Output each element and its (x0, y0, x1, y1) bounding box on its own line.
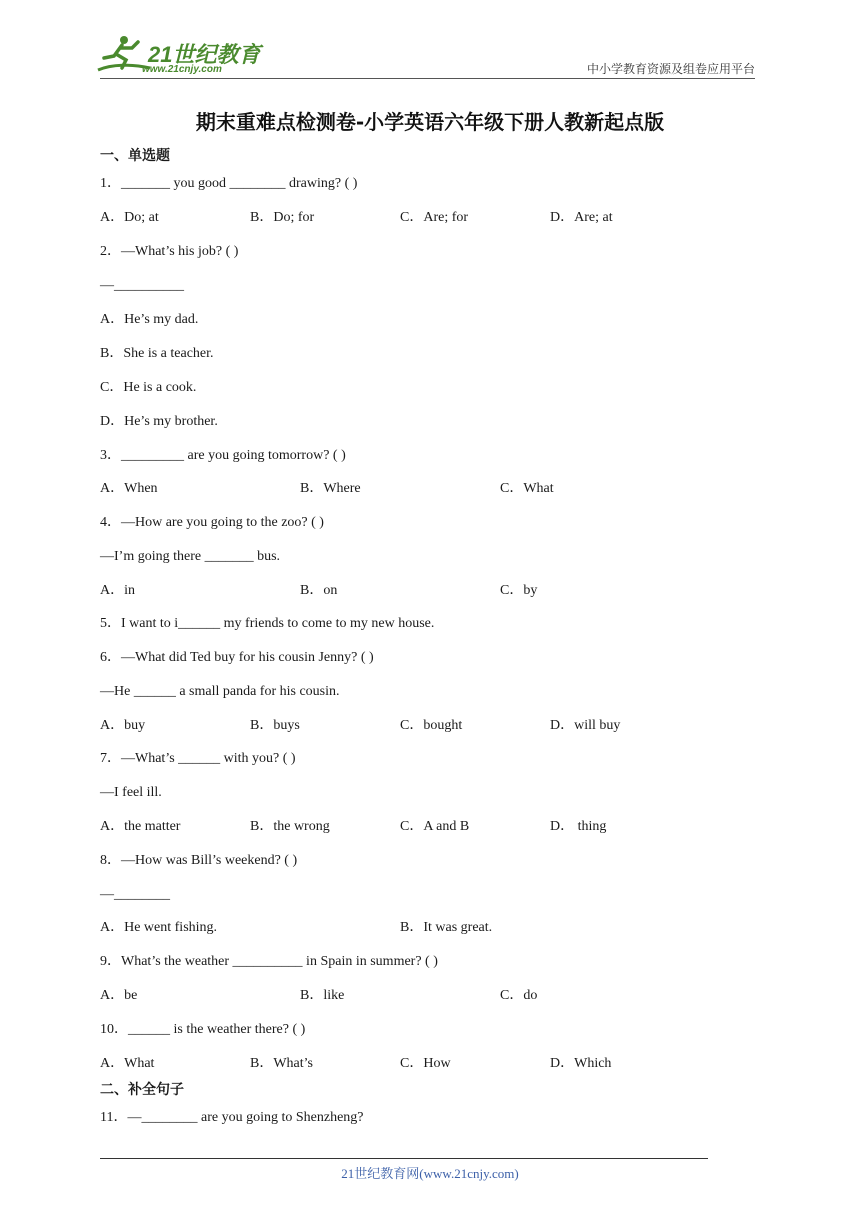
q7-line-2: —I feel ill. (100, 785, 162, 800)
page-footer: 21世纪教育网(www.21cnjy.com) (341, 1166, 519, 1181)
q6-line-2: —He ______ a small panda for his cousin. (100, 684, 340, 699)
site-logo (92, 34, 262, 78)
q8-option-b: B．It was great. (400, 920, 493, 935)
q1-option-b: B．Do; for (250, 210, 315, 225)
question-4: 4．—How are you going to the zoo? ( ) (100, 515, 324, 530)
q3-option-b: B．Where (300, 481, 361, 496)
q2-option-d: D．He’s my brother. (100, 414, 218, 429)
q8-blank: —________ (100, 887, 170, 902)
q7-option-b: B．the wrong (250, 819, 330, 834)
q10-option-a: A．What (100, 1056, 155, 1071)
q8-option-a: A．He went fishing. (100, 920, 218, 935)
q7-option-d: D． thing (550, 819, 607, 834)
q3-option-a: A．When (100, 481, 158, 496)
question-5: 5．I want to i______ my friends to come to my new house. (100, 616, 435, 631)
q9-option-c: C．do (500, 988, 538, 1003)
q6-option-c: C．bought (400, 718, 463, 733)
section-heading-2: 二、补全句子 (100, 1082, 184, 1098)
logo-text: 21世纪教育 (148, 42, 261, 67)
q7-option-c: C．A and B (400, 819, 470, 834)
q10-option-d: D．Which (550, 1056, 612, 1071)
q3-option-c: C．What (500, 481, 554, 496)
question-9: 9．What’s the weather __________ in Spain in summer? ( ) (100, 954, 438, 969)
q6-option-a: A．buy (100, 718, 146, 733)
question-10: 10．______ is the weather there? ( ) (100, 1022, 306, 1037)
q1-option-d: D．Are; at (550, 210, 613, 225)
question-11: 11．—________ are you going to Shenzheng? (100, 1110, 364, 1125)
page-title: 期末重难点检测卷-小学英语六年级下册人教新起点版 (195, 110, 665, 134)
q2-option-b: B．She is a teacher. (100, 346, 214, 361)
platform-label: 中小学教育资源及组卷应用平台 (586, 62, 755, 76)
question-8: 8．—How was Bill’s weekend? ( ) (100, 853, 298, 868)
footer-divider (100, 1158, 708, 1159)
page-header (0, 0, 860, 90)
q6-option-d: D．will buy (550, 718, 621, 733)
q10-option-b: B．What’s (250, 1056, 313, 1071)
q1-option-c: C．Are; for (400, 210, 469, 225)
q7-option-a: A．the matter (100, 819, 181, 834)
q1-option-a: A．Do; at (100, 210, 159, 225)
q4-line-2: —I’m going there _______ bus. (100, 549, 281, 564)
q9-option-a: A．be (100, 988, 138, 1003)
q6-option-b: B．buys (250, 718, 300, 733)
header-divider (100, 78, 755, 79)
question-1: 1．_______ you good ________ drawing? ( ) (100, 176, 358, 191)
q10-option-c: C．How (400, 1056, 451, 1071)
q4-option-a: A．in (100, 583, 135, 598)
question-2: 2．—What’s his job? ( ) (100, 244, 239, 259)
logo-url: www.21cnjy.com (142, 64, 222, 75)
q4-option-b: B．on (300, 583, 338, 598)
question-7: 7．—What’s ______ with you? ( ) (100, 751, 296, 766)
question-6: 6．—What did Ted buy for his cousin Jenny? ( ) (100, 650, 374, 665)
q2-option-c: C．He is a cook. (100, 380, 197, 395)
question-3: 3．_________ are you going tomorrow? ( ) (100, 448, 346, 463)
section-heading-1: 一、单选题 (100, 148, 170, 164)
q2-option-a: A．He’s my dad. (100, 312, 199, 327)
q4-option-c: C．by (500, 583, 538, 598)
q9-option-b: B．like (300, 988, 345, 1003)
q2-blank: —__________ (100, 278, 184, 293)
